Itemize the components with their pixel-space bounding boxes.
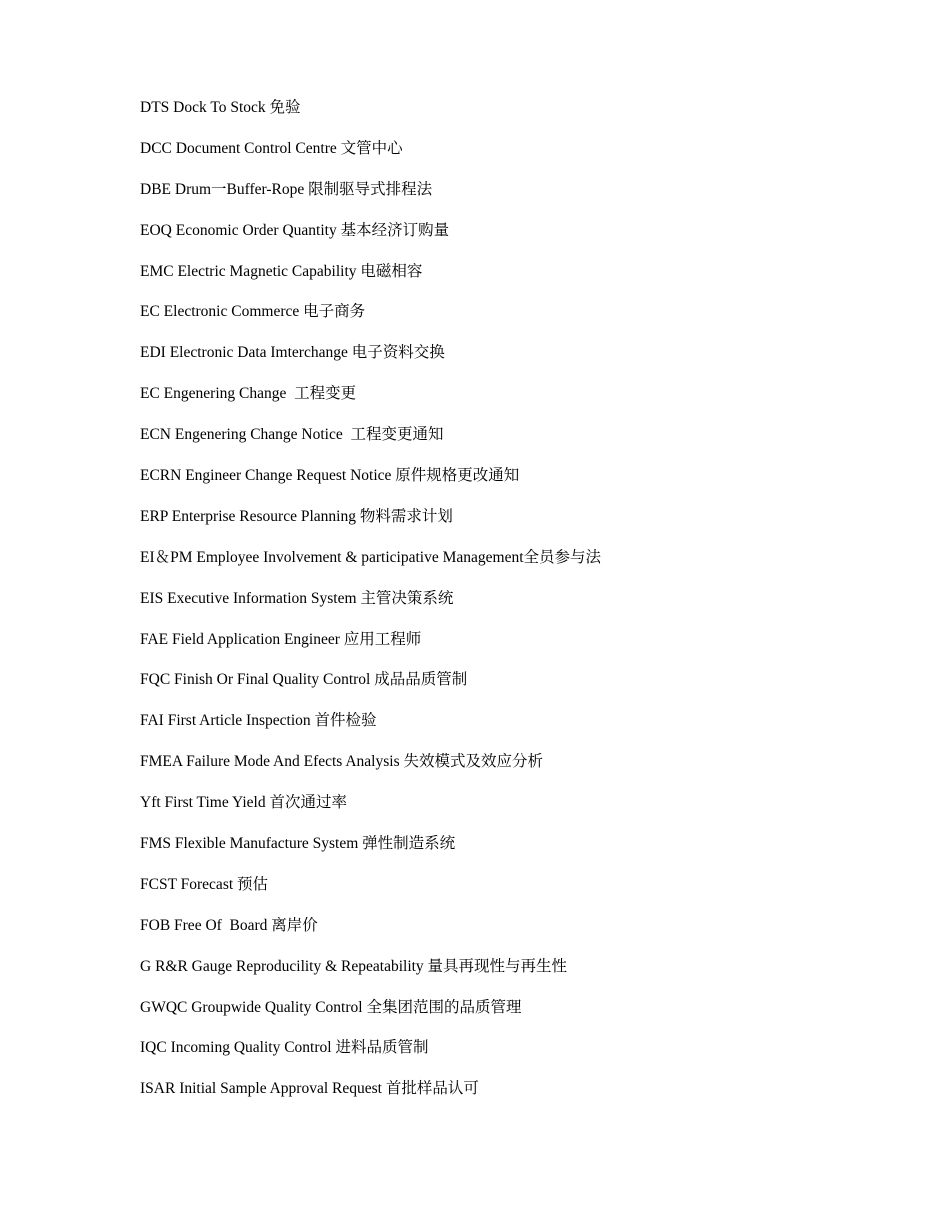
glossary-entry: EDI Electronic Data Imterchange 电子资料交换 <box>140 344 445 362</box>
glossary-entry: EC Engenering Change 工程变更 <box>140 385 357 403</box>
glossary-entry: IQC Incoming Quality Control 进料品质管制 <box>140 1039 429 1057</box>
glossary-list <box>140 97 900 1119</box>
glossary-entry: FMEA Failure Mode And Efects Analysis 失效模式及效应分析 <box>140 753 543 771</box>
glossary-entry: Yft First Time Yield 首次通过率 <box>140 794 347 812</box>
glossary-entry: FAI First Article Inspection 首件检验 <box>140 712 377 730</box>
glossary-entry: DTS Dock To Stock 免验 <box>140 99 301 116</box>
glossary-entry: FMS Flexible Manufacture System 弹性制造系统 <box>140 835 456 853</box>
glossary-entry: FQC Finish Or Final Quality Control 成品品质管制 <box>140 671 468 689</box>
glossary-entry: ISAR Initial Sample Approval Request 首批样品认可 <box>140 1080 479 1098</box>
glossary-entry: ERP Enterprise Resource Planning 物料需求计划 <box>140 507 453 525</box>
glossary-entry: EMC Electric Magnetic Capability 电磁相容 <box>140 262 423 280</box>
glossary-entry: GWQC Groupwide Quality Control 全集团范围的品质管理 <box>140 998 522 1016</box>
glossary-entry: DCC Document Control Centre 文管中心 <box>140 139 403 157</box>
glossary-entry: ECN Engenering Change Notice 工程变更通知 <box>140 426 444 444</box>
glossary-entry: EOQ Economic Order Quantity 基本经济订购量 <box>140 221 450 239</box>
glossary-entry: FCST Forecast 预估 <box>140 875 269 893</box>
glossary-entry: EIS Executive Information System 主管决策系统 <box>140 589 454 607</box>
glossary-entry: DBE Drum一Buffer-Rope 限制驱导式排程法 <box>140 180 433 198</box>
glossary-entry: FAE Field Application Engineer 应用工程师 <box>140 630 422 648</box>
glossary-entry: FOB Free Of Board 离岸价 <box>140 916 318 934</box>
glossary-entry: EI＆PM Employee Involvement & participative Management全员参与法 <box>140 548 602 566</box>
glossary-entry: G R&R Gauge Reproducility & Repeatability 量具再现性与再生性 <box>140 957 568 975</box>
glossary-entry: EC Electronic Commerce 电子商务 <box>140 303 366 321</box>
glossary-entry: ECRN Engineer Change Request Notice 原件规格更改通知 <box>140 467 520 485</box>
